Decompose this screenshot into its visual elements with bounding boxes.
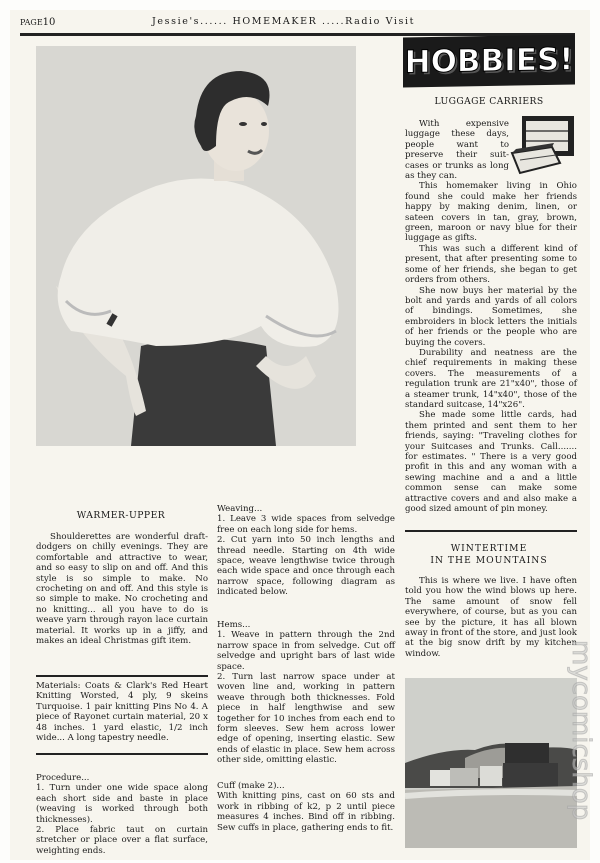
mountain-store-illustration [405, 678, 577, 848]
materials-top-rule [36, 675, 208, 677]
hems-step: 2. Turn last narrow space under at woven line and, working in pattern weave through both thicknesses. Fold piece in half lengthwise and sew together for 10 inches from each end to form sleeves. Sew hem across lower edge of opening, inserting elastic. Sew ends of elastic in place. Sew hem across other side, omitting elastic. [217, 672, 395, 766]
hems-step: 1. Weave in pattern through the 2nd narrow space in from selvedge. Cut off selvedge and upright bars of last wide space. [217, 630, 395, 672]
hems-section [217, 620, 395, 766]
section-divider [405, 530, 577, 532]
luggage-paragraph: This homemaker living in Ohio found she could make her friends happy by making denim, linen, or sateen covers in tan, gray, brown, green, maroon or navy blue for their luggage as gifts. [405, 181, 577, 244]
hems-heading: Hems... [217, 620, 251, 630]
materials-text: Materials: Coats & Clark's Red Heart Knitting Worsted, 4 ply, 9 skeins Turquoise. 1 pair knitting Pins No 4. A piece of Rayonet curtain material, 20 x 48 inches. 1 yard elastic, 1/2 inch wide... A long tapestry needle. [36, 681, 208, 744]
materials-box [36, 681, 208, 743]
wintertime-heading-line1: WINTERTIME [450, 543, 528, 554]
watermark: mycomicshop [566, 640, 596, 821]
wintertime-paragraph: This is where we live. I have often told you how the wind blows up here. The same amount of snow fell everywhere, of course, but as you can see by the picture, it has all blown away in front of the store, and just look at the big snow drift by my kitchen window. [405, 576, 577, 659]
store-photo [405, 678, 577, 848]
cuff-heading: Cuff (make 2)... [217, 781, 285, 791]
page-number [20, 17, 55, 28]
weaving-heading: Weaving... [217, 504, 263, 514]
warmer-upper-paragraph: Shoulderettes are wonderful draft-dodgers on chilly evenings. They are comfortable and attractive to wear, and so easy to slip on and off. And this style is so simple to make. No crocheting on and off. And this style is so simple to make. No crocheting and no knitting... all you have to do is weave yarn through rayon lace curtain material. It works up in a jiffy, and makes an ideal Christmas gift item. [36, 532, 208, 647]
weaving-step: 1. Leave 3 wide spaces from selvedge free on each long side for hems. [217, 514, 395, 535]
page-header [20, 14, 575, 32]
page-prefix: PAGE [20, 18, 43, 27]
cuff-text: With knitting pins, cast on 60 sts and work in ribbing of k2, p 2 until piece measures 4 inches. Bind off in ribbing. Sew cuffs in place, gathering ends to fit. [217, 791, 395, 833]
procedure-section [36, 773, 208, 856]
main-photo [36, 46, 356, 446]
luggage-paragraph: Durability and neatness are the chief requirements in making these covers. The measurements of a regulation trunk are 21"x40", those of a steamer trunk, 14"x40", those of the standard suitcase, 14"x26". [405, 347, 577, 410]
procedure-step: 2. Place fabric taut on curtain stretcher or place over a flat surface, weighting ends. [36, 825, 208, 856]
header-title: Jessie's...... HOMEMAKER .....Radio Visit [152, 16, 416, 27]
materials-bottom-rule [36, 753, 208, 755]
page-number-value: 10 [42, 17, 56, 28]
luggage-paragraph: This was such a different kind of present, that after presenting some to some of her friends, she began to get orders from others. [405, 243, 577, 286]
weaving-step: 2. Cut yarn into 50 inch lengths and thread needle. Starting on 4th wide space, weave lengthwise twice through each wide space and once through each narrow space, following diagram as indicated below. [217, 535, 395, 598]
luggage-paragraph: She now buys her material by the bolt and yards and yards of all colors of bindings. Sometimes, she embroiders in block letters the initials of her friends or the people who are buying the covers. [405, 285, 577, 348]
wintertime-heading-line2: IN THE MOUNTAINS [430, 554, 548, 566]
luggage-paragraph: She made some little cards, had them printed and sent them to her friends, saying: "Traveling clothes for your Suitcases and Trunks. Call....... for estimates. " There is a very good profit in this and any woman with a sewing machine and a and a little common sense can make some attractive covers and and also make a good sized amount of pin money. [405, 410, 577, 515]
procedure-step: 1. Turn under one wide space along each short side and baste in place (weaving is worked through both thicknesses). [36, 783, 208, 825]
warmer-upper-heading: WARMER-UPPER [76, 510, 166, 521]
procedure-heading: Procedure... [36, 773, 90, 783]
wintertime-article [405, 576, 577, 659]
warmer-upper-article [36, 532, 208, 646]
wintertime-heading [400, 543, 578, 566]
luggage-paragraph-intro: With expensive luggage these days, people want to preserve their suit-cases or trunks as long as they can. [405, 119, 509, 182]
cuff-section [217, 781, 395, 833]
woman-photo-illustration [36, 46, 356, 446]
hobbies-banner [403, 34, 575, 87]
weaving-section [217, 504, 395, 598]
luggage-carriers-heading: LUGGAGE CARRIERS [434, 96, 544, 107]
luggage-article [405, 119, 577, 514]
hobbies-banner-text: HOBBIES! [404, 41, 574, 81]
